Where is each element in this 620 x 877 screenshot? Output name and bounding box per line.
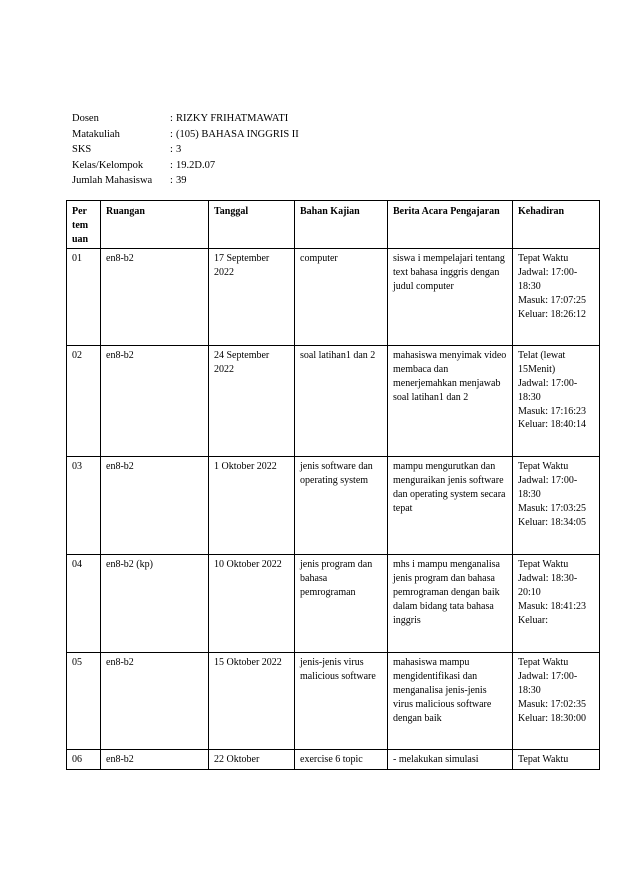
kehadiran-keluar: Keluar: 18:30:00 (518, 712, 587, 724)
kehadiran-masuk: Masuk: 17:16:23 (518, 405, 587, 417)
kehadiran-jadwal: Jadwal: 18:30-20:10 (518, 573, 578, 598)
jumlah-label: Jumlah Mahasiswa (72, 175, 153, 186)
cell-kehadiran (513, 346, 600, 457)
kehadiran-status: Tepat Waktu (518, 461, 569, 473)
cell-ruangan: en8-b2 (101, 249, 209, 346)
kelas-value: 19.2D.07 (176, 159, 216, 171)
cell-tanggal: 1 Oktober 2022 (209, 457, 295, 555)
kehadiran-keluar: Keluar: 18:40:14 (518, 419, 587, 431)
cell-no: 05 (67, 653, 101, 750)
matakuliah-value: (105) BAHASA INGGRIS II (176, 128, 299, 140)
attendance-table (66, 200, 600, 770)
table-row (67, 750, 600, 770)
kehadiran-jadwal: Jadwal: 17:00-18:30 (518, 377, 578, 403)
cell-tanggal: 17 September 2022 (209, 249, 295, 346)
cell-kehadiran (513, 750, 600, 770)
kehadiran-status: Tepat Waktu (518, 754, 569, 766)
dosen-label: Dosen (72, 113, 99, 124)
cell-tanggal: 10 Oktober 2022 (209, 555, 295, 653)
cell-ruangan: en8-b2 (kp) (101, 555, 209, 653)
table-row (67, 346, 600, 457)
cell-no: 03 (67, 457, 101, 555)
cell-ruangan: en8-b2 (101, 346, 209, 457)
kehadiran-status: Tepat Waktu (518, 657, 569, 669)
header-bahan-kajian: Bahan Kajian (295, 201, 388, 249)
header-ruangan: Ruangan (101, 201, 209, 249)
kehadiran-masuk: Masuk: 18:41:23 (518, 600, 587, 612)
header-berita-acara: Berita Acara Pengajaran (388, 201, 513, 249)
table-row (67, 457, 600, 555)
cell-ruangan: en8-b2 (101, 750, 209, 770)
cell-bahan: jenis-jenis virus malicious software (295, 653, 388, 750)
cell-bahan: jenis program dan bahasa pemrograman (295, 555, 388, 653)
cell-berita: mampu mengurutkan dan menguraikan jenis software dan operating system secara tepat (388, 457, 513, 555)
cell-bahan: soal latihan1 dan 2 (295, 346, 388, 457)
info-dosen: Dosen : RIZKY FRIHATMAWATI (72, 111, 299, 127)
kehadiran-masuk: Masuk: 17:02:35 (518, 698, 587, 710)
cell-ruangan: en8-b2 (101, 653, 209, 750)
cell-no: 06 (67, 750, 101, 770)
kehadiran-masuk: Masuk: 17:03:25 (518, 502, 587, 514)
info-matakuliah: Matakuliah : (105) BAHASA INGGRIS II (72, 127, 299, 143)
table-header-row (67, 201, 600, 249)
info-jumlah: Jumlah Mahasiswa : 39 (72, 173, 299, 189)
kehadiran-keluar: Keluar: 18:26:12 (518, 308, 587, 320)
kelas-label: Kelas/Kelompok (72, 159, 144, 171)
cell-bahan: computer (295, 249, 388, 346)
info-sks: SKS : 3 (72, 142, 299, 158)
kehadiran-jadwal: Jadwal: 17:00-18:30 (518, 671, 578, 696)
cell-bahan: jenis software dan operating system (295, 457, 388, 555)
header-kehadiran: Kehadiran (513, 201, 600, 249)
sks-label: SKS (72, 144, 92, 155)
jumlah-value: 39 (176, 175, 187, 186)
header-tanggal: Tanggal (209, 201, 295, 249)
sks-value: 3 (176, 144, 182, 155)
cell-ruangan: en8-b2 (101, 457, 209, 555)
cell-kehadiran (513, 457, 600, 555)
kehadiran-status: Telat (lewat 15Menit) (518, 350, 566, 376)
kehadiran-keluar: Keluar: (518, 614, 548, 626)
kehadiran-status: Tepat Waktu (518, 559, 569, 571)
cell-no: 04 (67, 555, 101, 653)
kehadiran-status: Tepat Waktu (518, 253, 569, 265)
cell-kehadiran (513, 249, 600, 346)
kehadiran-jadwal: Jadwal: 17:00-18:30 (518, 475, 578, 500)
info-kelas: Kelas/Kelompok : 19.2D.07 (72, 158, 299, 174)
cell-no: 02 (67, 346, 101, 457)
cell-tanggal: 22 Oktober (209, 750, 295, 770)
kehadiran-masuk: Masuk: 17:07:25 (518, 294, 587, 306)
dosen-value: RIZKY FRIHATMAWATI (176, 113, 289, 124)
table-row (67, 653, 600, 750)
cell-kehadiran (513, 555, 600, 653)
cell-bahan: exercise 6 topic (295, 750, 388, 770)
cell-no: 01 (67, 249, 101, 346)
table-row (67, 249, 600, 346)
course-info (72, 111, 299, 189)
matakuliah-label: Matakuliah (72, 128, 120, 140)
cell-tanggal: 24 September 2022 (209, 346, 295, 457)
cell-berita: siswa i mempelajari tentang text bahasa inggris dengan judul computer (388, 249, 513, 346)
kehadiran-jadwal: Jadwal: 17:00-18:30 (518, 267, 578, 292)
table-row (67, 555, 600, 653)
cell-berita: mahasiswa menyimak video membaca dan menerjemahkan menjawab soal latihan1 dan 2 (388, 346, 513, 457)
cell-berita: - melakukan simulasi (388, 750, 513, 770)
kehadiran-keluar: Keluar: 18:34:05 (518, 516, 587, 528)
cell-kehadiran (513, 653, 600, 750)
header-pertemuan: Per tem uan (67, 201, 101, 249)
cell-tanggal: 15 Oktober 2022 (209, 653, 295, 750)
cell-berita: mhs i mampu menganalisa jenis program dan bahasa pemrograman dengan baik dalam bidang tata bahasa inggris (388, 555, 513, 653)
cell-berita: mahasiswa mampu mengidentifikasi dan menganalisa jenis-jenis virus malicious software dengan baik (388, 653, 513, 750)
